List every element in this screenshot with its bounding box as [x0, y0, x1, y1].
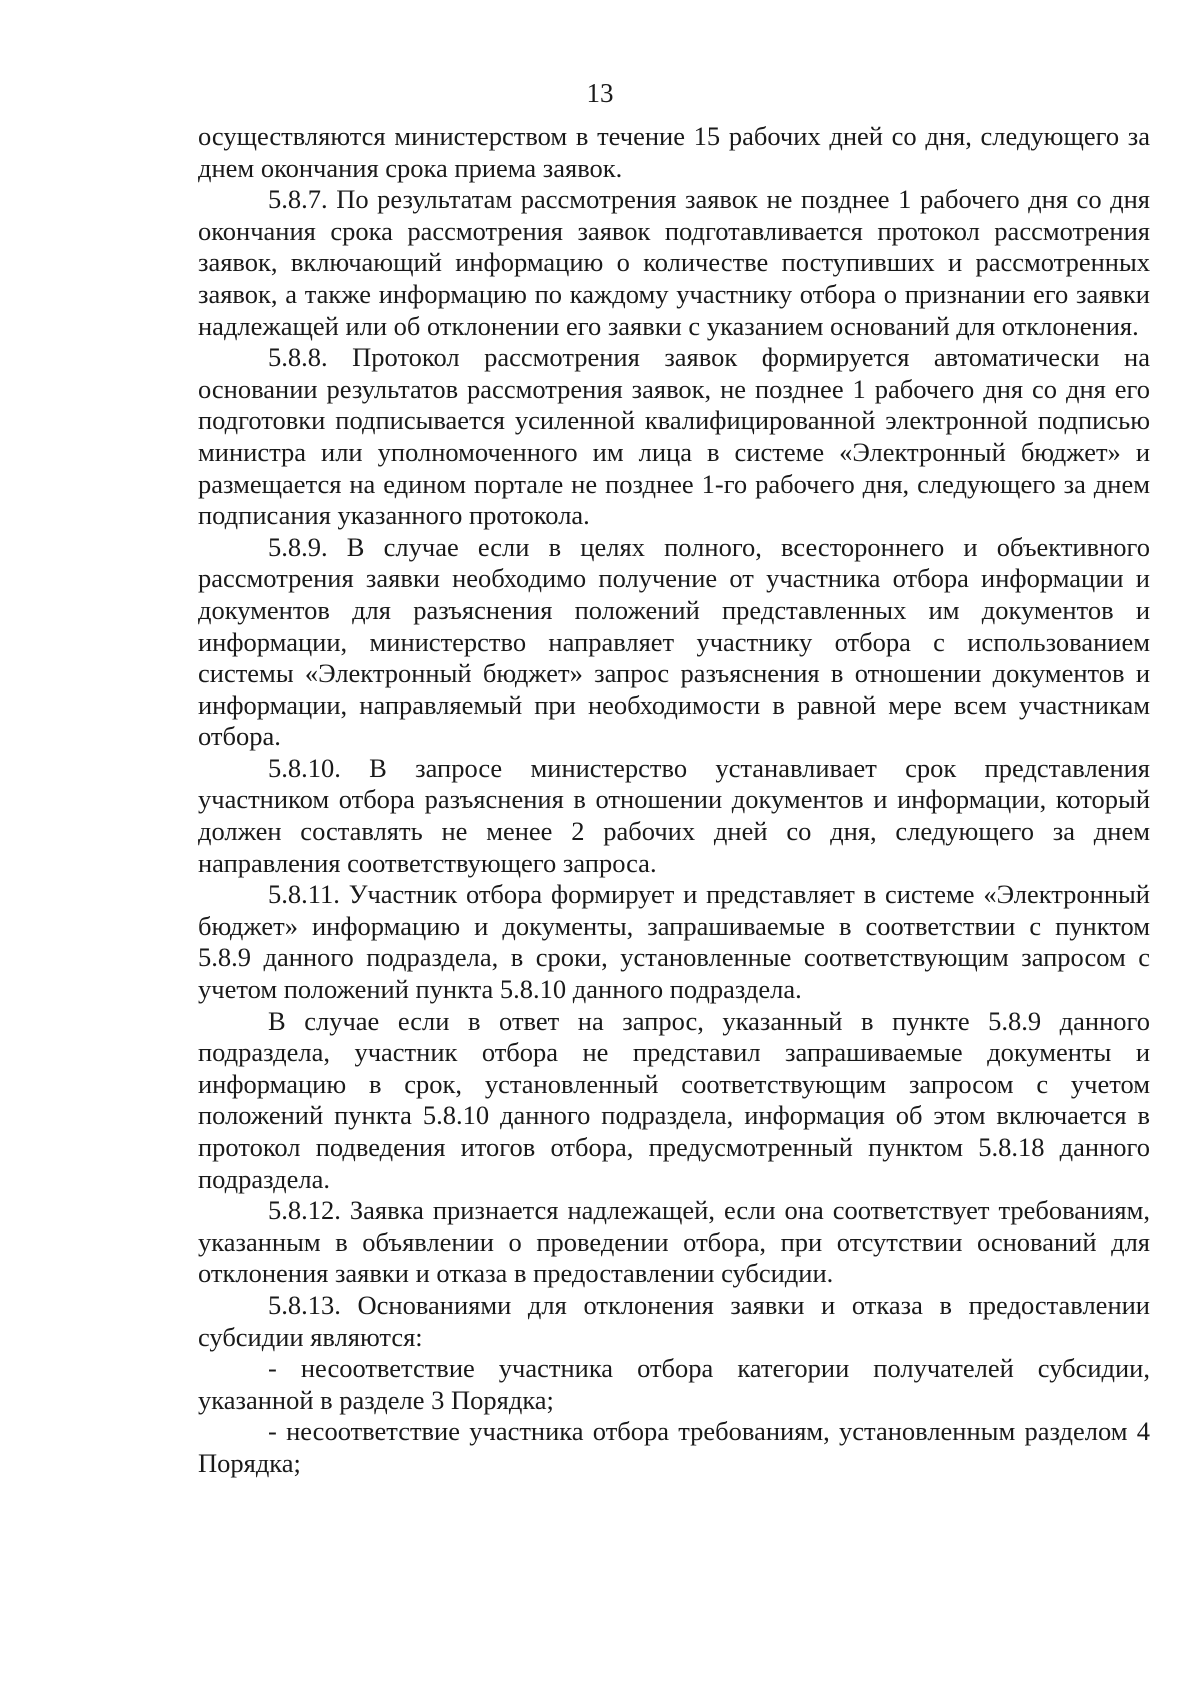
list-item: - несоответствие участника отбора категории получателей субсидии, указанной в разделе 3 Порядка;	[198, 1353, 1150, 1415]
paragraph: 5.8.7. По результатам рассмотрения заявок не позднее 1 рабочего дня со дня окончания срока рассмотрения заявок подготавливается протокол рассмотрения заявок, включающий информацию о количестве поступивших и рассмотренных заявок, а также информацию по каждому участнику отбора о признании его заявки надлежащей или об отклонении его заявки с указанием оснований для отклонения.	[198, 184, 1150, 341]
document-body	[198, 121, 1150, 1480]
list-item: - несоответствие участника отбора требованиям, установленным разделом 4 Порядка;	[198, 1416, 1150, 1478]
paragraph: 5.8.12. Заявка признается надлежащей, если она соответствует требованиям, указанным в объявлении о проведении отбора, при отсутствии оснований для отклонения заявки и отказа в предоставлении субсидии.	[198, 1195, 1150, 1289]
paragraph: осуществляются министерством в течение 15 рабочих дней со дня, следующего за днем окончания срока приема заявок.	[198, 121, 1150, 183]
paragraph: 5.8.11. Участник отбора формирует и представляет в системе «Электронный бюджет» информацию и документы, запрашиваемые в соответствии с пунктом 5.8.9 данного подраздела, в сроки, установленные соответствующим запросом с учетом положений пункта 5.8.10 данного подраздела.	[198, 879, 1150, 1005]
paragraph: 5.8.10. В запросе министерство устанавливает срок представления участником отбора разъяснения в отношении документов и информации, который должен составлять не менее 2 рабочих дней со дня, следующего за днем направления соответствующего запроса.	[198, 752, 1150, 878]
paragraph: 5.8.9. В случае если в целях полного, всестороннего и объективного рассмотрения заявки необходимо получение от участника отбора информации и документов для разъяснения положений представленных им документов и информации, министерство направляет участнику отбора с использованием системы «Электронный бюджет» запрос разъяснения в отношении документов и информации, направляемый при необходимости в равной мере всем участникам отбора.	[198, 531, 1150, 752]
paragraph: 5.8.13. Основаниями для отклонения заявки и отказа в предоставлении субсидии являются:	[198, 1289, 1150, 1352]
paragraph: В случае если в ответ на запрос, указанный в пункте 5.8.9 данного подраздела, участник отбора не представил запрашиваемые документы и информацию в срок, установленный соответствующим запросом с учетом положений пункта 5.8.10 данного подраздела, информация об этом включается в протокол подведения итогов отбора, предусмотренный пунктом 5.8.18 данного подраздела.	[198, 1005, 1150, 1194]
paragraph: 5.8.8. Протокол рассмотрения заявок формируется автоматически на основании результатов рассмотрения заявок, не позднее 1 рабочего дня со дня его подготовки подписывается усиленной квалифицированной электронной подписью министра или уполномоченного им лица в системе «Электронный бюджет» и размещается на едином портале не позднее 1-го рабочего дня, следующего за днем подписания указанного протокола.	[198, 342, 1150, 531]
page-number: 13	[586, 78, 614, 108]
